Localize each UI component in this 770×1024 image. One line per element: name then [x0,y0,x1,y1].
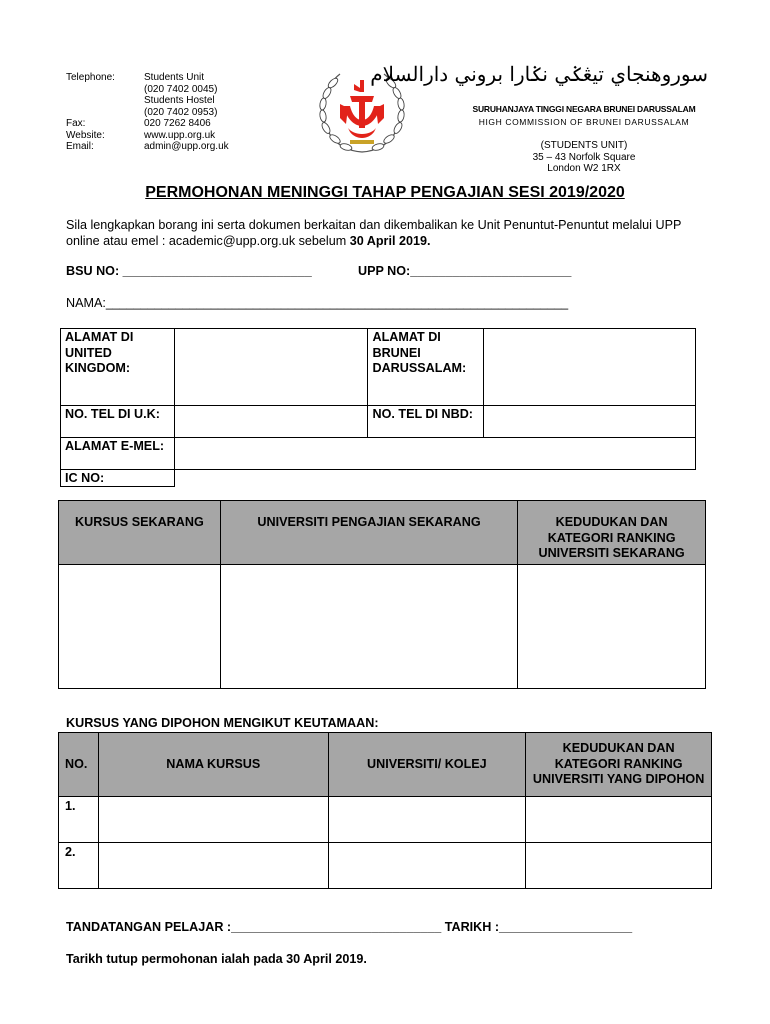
ic-label: IC NO: [61,470,175,487]
form-title: PERMOHONAN MENINGGI TAHAP PENGAJIAN SESI 2019/2020 [145,184,625,201]
instruction-deadline: 30 April 2019. [349,233,431,248]
current-course-header: KURSUS SEKARANG [59,501,221,565]
tel-uk-label: NO. TEL DI U.K: [61,406,175,438]
upp-field[interactable] [358,264,571,278]
ranking-input[interactable] [526,843,712,889]
address-uk-label: ALAMAT DI UNITED KINGDOM: [61,329,175,406]
tel-nbd-input[interactable] [484,406,696,438]
fax-value: 020 7262 8406 [144,118,211,129]
current-ranking-input[interactable] [518,565,706,689]
email-link[interactable]: admin@upp.org.uk [144,141,229,152]
current-course-input[interactable] [59,565,221,689]
current-university-header: UNIVERSITI PENGAJIAN SEKARANG [220,501,517,565]
applied-courses-title: KURSUS YANG DIPOHON MENGIKUT KEUTAMAAN: [66,716,379,730]
high-commission-header [370,60,708,175]
applied-courses-table [58,732,712,889]
nama-field[interactable] [66,296,568,310]
current-ranking-header: KEDUDUKAN DAN KATEGORI RANKING UNIVERSITI SEKARANG [518,501,706,565]
tel-nbd-label: NO. TEL DI NBD: [368,406,484,438]
current-university-input[interactable] [220,565,517,689]
ranking-input[interactable] [526,797,712,843]
row-number: 2. [59,843,99,889]
telephone-line: (020 7402 0953) [144,106,218,118]
upp-label: UPP NO:_______________________ [358,264,572,278]
university-input[interactable] [328,797,526,843]
website-link[interactable]: www.upp.org.uk [144,129,216,141]
jawi-title: سوروهنجاي تيڠݢي نݢارا بروني دارالسلام [370,62,708,86]
course-name-header: NAMA KURSUS [98,733,328,797]
address-brunei-input[interactable] [484,329,696,406]
bsu-field[interactable] [66,264,312,278]
nama-label: NAMA:__________________________________________________________________ [66,296,569,310]
row-number: 1. [59,797,99,843]
instructions [66,218,706,249]
instruction-text: Sila lengkapkan borang ini serta dokumen berkaitan dan dikembalikan ke Unit Penuntut-Penuntut melalui UPP online atau emel : academic@upp.org.uk sebelum [66,218,682,248]
signature-date-line[interactable]: TANDATANGAN PELAJAR :______________________________ TARIKH :___________________ [66,920,633,934]
telephone-line: Students Unit [144,72,205,83]
university-input[interactable] [328,843,526,889]
telephone-label: Telephone: [66,72,115,83]
tel-uk-input[interactable] [174,406,368,438]
email-field-input[interactable] [174,438,695,470]
table-row [59,843,712,889]
address-line-1: 35 – 43 Norfolk Square [532,151,636,163]
course-name-input[interactable] [98,797,328,843]
course-name-input[interactable] [98,843,328,889]
commission-name-malay: SURUHANJAYA TINGGI NEGARA BRUNEI DARUSSALAM [472,104,696,114]
bsu-label: BSU NO: ___________________________ [66,264,312,278]
address-brunei-label: ALAMAT DI BRUNEI DARUSSALAM: [368,329,484,406]
telephone-line: Students Hostel [144,95,215,106]
unit-name: (STUDENTS UNIT) [540,140,628,151]
applied-ranking-header: KEDUDUKAN DAN KATEGORI RANKING UNIVERSITI YANG DIPOHON [526,733,712,797]
table-row [59,797,712,843]
fax-label: Fax: [66,118,86,129]
telephone-line: (020 7402 0045) [144,83,218,95]
email-label: Email: [66,141,94,152]
email-field-label: ALAMAT E-MEL: [61,438,175,470]
no-header: NO. [59,733,99,797]
personal-info-table [60,328,696,487]
ic-input[interactable] [174,470,695,487]
university-college-header: UNIVERSITI/ KOLEJ [328,733,526,797]
website-label: Website: [66,129,105,141]
current-course-table [58,500,706,689]
address-line-2: London W2 1RX [547,163,621,174]
deadline-note: Tarikh tutup permohonan ialah pada 30 April 2019. [66,952,367,966]
commission-name-english: HIGH COMMISSION OF BRUNEI DARUSSALAM [478,117,690,127]
address-uk-input[interactable] [174,329,368,406]
